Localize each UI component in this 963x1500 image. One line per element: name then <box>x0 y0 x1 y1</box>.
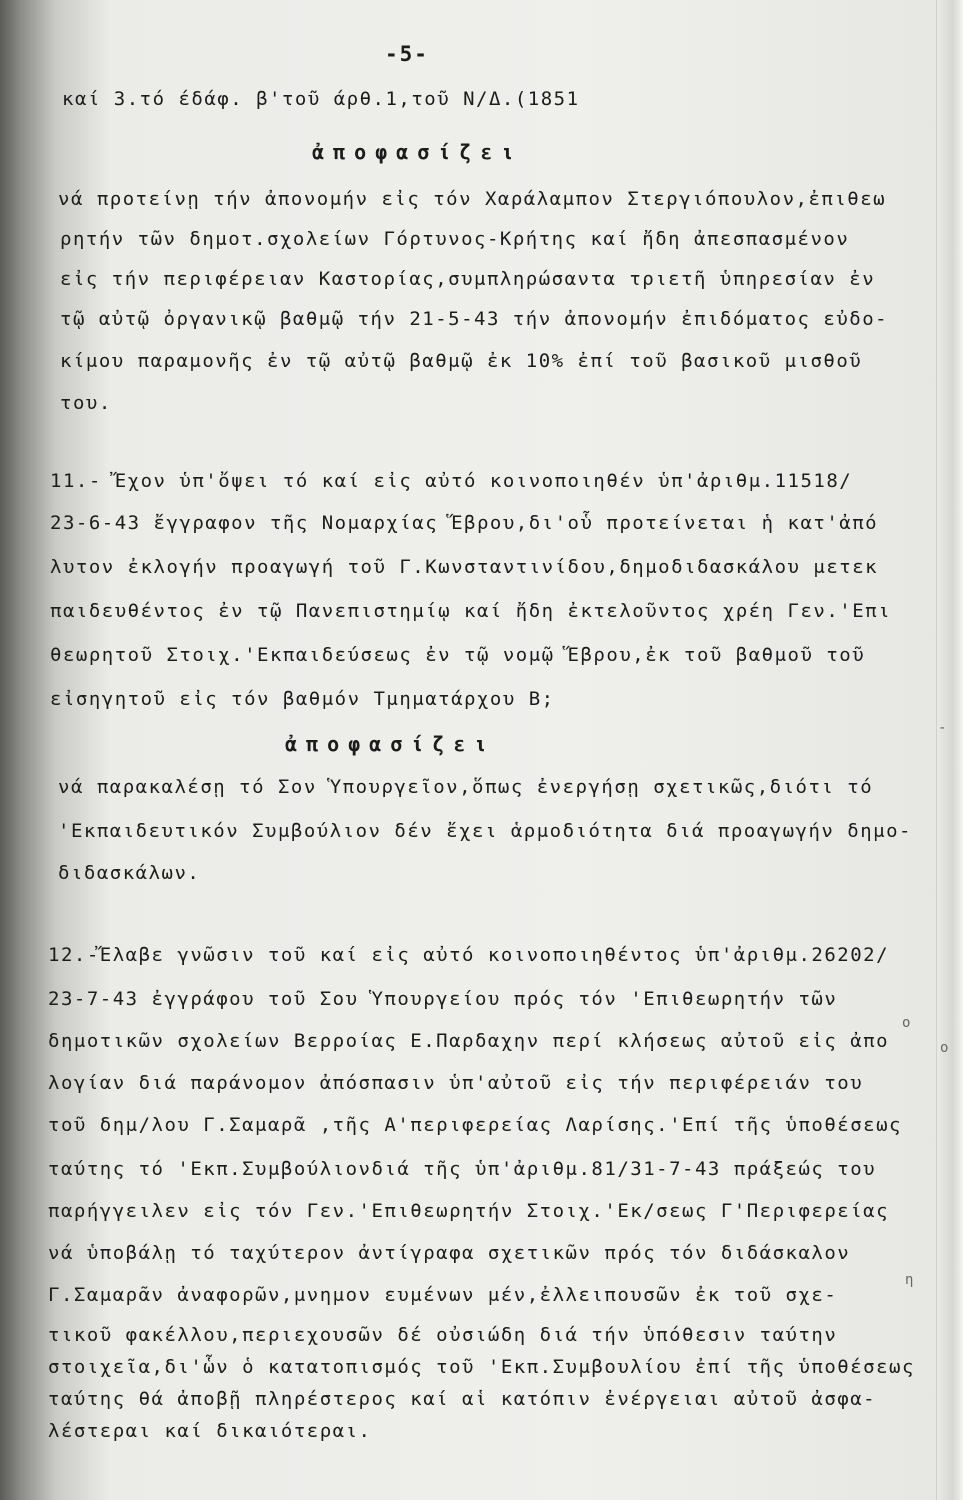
text-line: 11.- Ἔχον ὑπ'ὄψει τό καί εἰς αὐτό κοινοποιηθέν ὑπ'ἀριθμ.11518/ <box>50 470 853 492</box>
text-line: παιδευθέντος ἐν τῷ Πανεπιστημίῳ καί ἤδη ἐκτελοῦντος χρέη Γεν.'Επι <box>50 600 892 622</box>
text-line: παρήγγειλεν εἰς τόν Γεν.'Επιθεωρητήν Στοιχ.'Εκ/σεως Γ'Περιφερείας <box>48 1200 890 1222</box>
text-line: του. <box>60 392 112 414</box>
text-line: δημοτικῶν σχολείων Βερροίας Ε.Παρδαχην περί κλήσεως αὐτοῦ εἰς ἀπο <box>48 1030 890 1052</box>
decision-heading: ἀποφασίζει <box>285 732 496 756</box>
text-line: 23-6-43 ἔγγραφον τῆς Νομαρχίας Ἕβρου,δι'οὗ προτείνεται ἡ κατ'ἀπό <box>50 512 879 534</box>
decision-heading: ἀποφασίζει <box>312 140 523 164</box>
intro-line: καί 3.τό έδάφ. β'τοῦ άρθ.1,τοῦ Ν/Δ.(1851 <box>62 88 580 110</box>
text-line: λυτον ἐκλογήν προαγωγή τοῦ Γ.Κωνσταντινίδου,δημοδιδασκάλου μετεκ <box>50 556 879 578</box>
text-line: ταύτης τό 'Εκπ.Συμβούλιονδιά τῆς ὑπ'ἀριθμ.81/31-7-43 πράξεώς του <box>48 1158 877 1180</box>
page-number: -5- <box>385 42 429 66</box>
text-line: εἰσηγητοῦ εἰς τόν βαθμόν Τμηματάρχου Β; <box>50 688 555 710</box>
margin-mark: - <box>938 720 947 736</box>
margin-mark: ο <box>902 1015 911 1031</box>
text-line: στοιχεῖα,δι'ὧν ὁ κατατοπισμός τοῦ 'Εκπ.Συμβουλίου ἐπί τῆς ὑποθέσεως <box>48 1356 915 1378</box>
text-line: ταύτης θά ἀποβῇ πληρέστερος καί αἱ κατόπιν ἐνέργειαι αὐτοῦ ἀσφα- <box>48 1388 877 1410</box>
text-line: νά προτείνῃ τήν ἀπονομήν εἰς τόν Χαράλαμπον Στεργιόπουλον,ἐπιθεω <box>58 188 887 210</box>
text-line: ρητήν τῶν δημοτ.σχολείων Γόρτυνος-Κρήτης καί ἤδη ἀπεσπασμένον <box>60 228 850 250</box>
text-line: τοῦ δημ/λου Γ.Σαμαρᾶ ,τῆς Α'περιφερείας Λαρίσης.'Επί τῆς ὑποθέσεως <box>48 1114 902 1136</box>
text-line: 23-7-43 ἐγγράφου τοῦ Σου Ὑπουργείου πρός τόν 'Επιθεωρητήν τῶν <box>48 988 838 1010</box>
text-line: θεωρητοῦ Στοιχ.'Εκπαιδεύσεως ἐν τῷ νομῷ Ἕβρου,ἐκ τοῦ βαθμοῦ τοῦ <box>50 644 866 666</box>
text-line: διδασκάλων. <box>58 862 201 884</box>
text-line: κίμου παραμονῆς ἐν τῷ αὐτῷ βαθμῷ ἐκ 10% ἐπί τοῦ βασικοῦ μισθοῦ <box>60 350 863 372</box>
text-line: Γ.Σαμαρᾶν ἀναφορῶν,μνημον ευμένων μέν,ἐλλειπουσῶν ἐκ τοῦ σχε- <box>48 1284 838 1306</box>
text-line: λογίαν διά παράνομον ἀπόσπασιν ὑπ'αὐτοῦ εἰς τήν περιφέρειάν του <box>48 1072 864 1094</box>
text-line: νά παρακαλέσῃ τό Σον Ὑπουργεῖον,ὅπως ἐνεργήσῃ σχετικῶς,διότι τό <box>58 776 874 798</box>
text-line: νά ὑποβάλῃ τό ταχύτερον ἀντίγραφα σχετικῶν πρός τόν διδάσκαλον <box>48 1242 851 1264</box>
margin-mark: ο <box>940 1040 949 1056</box>
page-edge <box>936 0 963 1500</box>
text-line: λέστεραι καί δικαιότεραι. <box>48 1420 372 1442</box>
text-line: τικοῦ φακέλλου,περιεχουσῶν δέ οὐσιώδη διά τήν ὑπόθεσιν ταύτην <box>48 1324 838 1346</box>
margin-mark: η <box>905 1272 914 1288</box>
text-line: 12.-Ἔλαβε γνῶσιν τοῦ καί εἰς αὐτό κοινοποιηθέντος ὑπ'ἀριθμ.26202/ <box>48 944 890 966</box>
text-line: 'Εκπαιδευτικόν Συμβούλιον δέν ἔχει ἁρμοδιότητα διά προαγωγήν δημο- <box>58 820 912 842</box>
text-line: τῷ αὐτῷ ὀργανικῷ βαθμῷ τήν 21-5-43 τήν ἀπονομήν ἐπιδόματος εὐδο- <box>60 308 889 330</box>
text-line: εἰς τήν περιφέρειαν Καστορίας,συμπληρώσαντα τριετῆ ὑπηρεσίαν ἐν <box>60 268 876 290</box>
